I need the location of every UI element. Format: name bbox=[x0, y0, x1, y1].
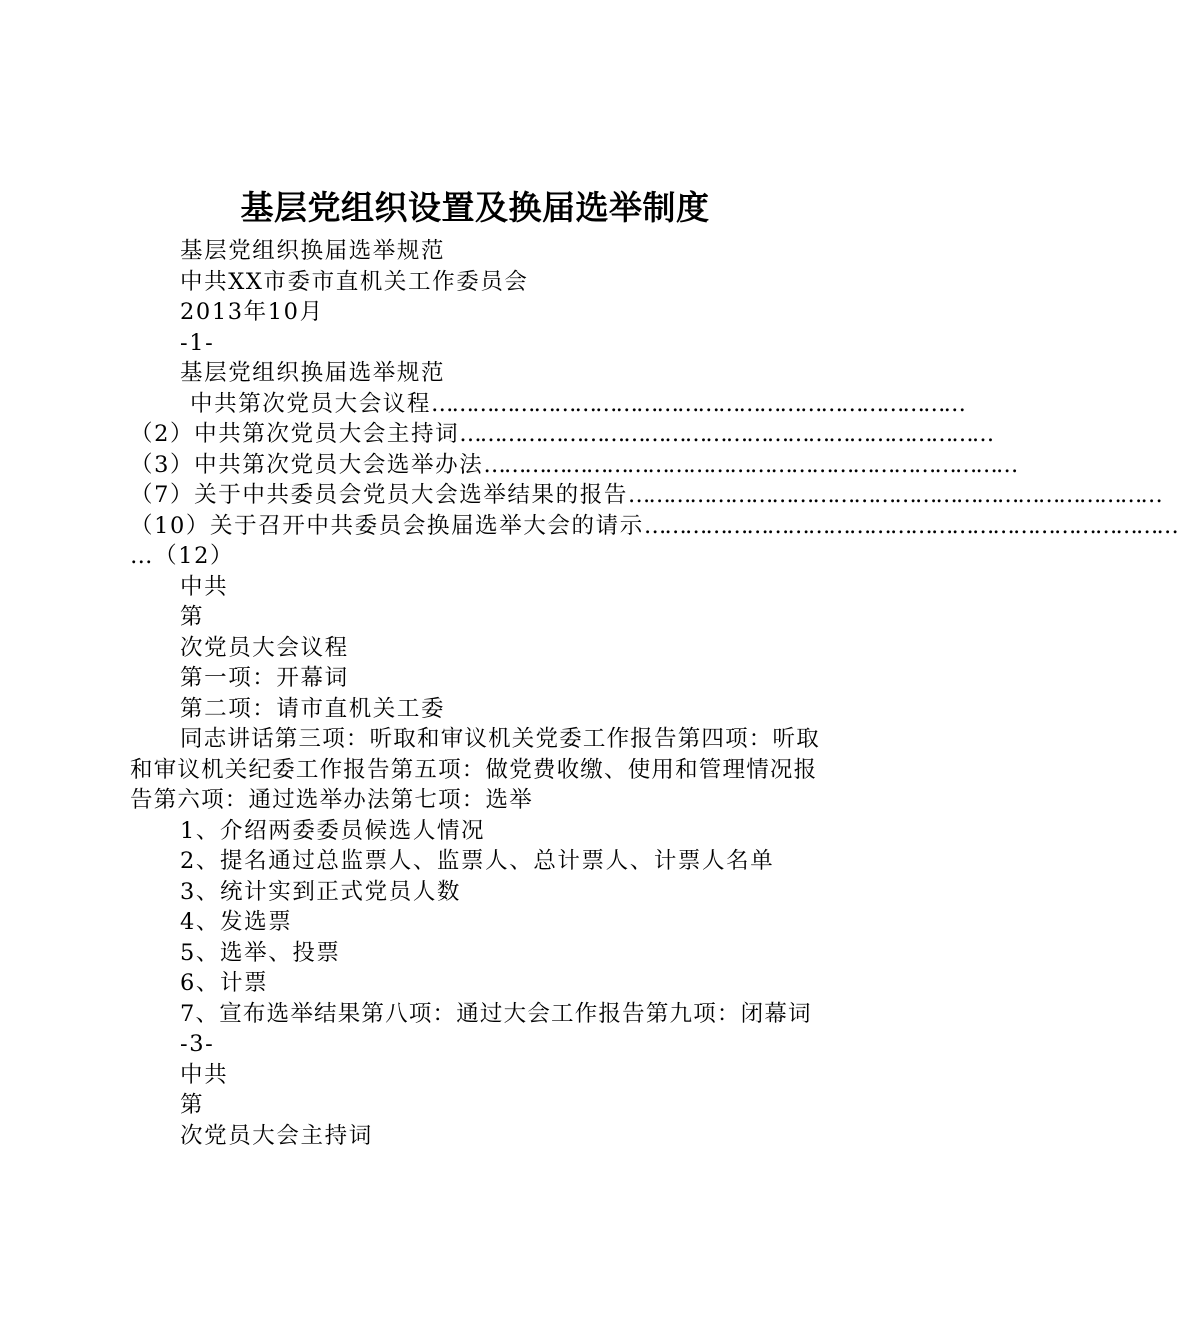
toc-entry bbox=[130, 480, 1161, 511]
toc-entry bbox=[130, 389, 965, 420]
election-step: 4、发选票 bbox=[180, 909, 293, 935]
toc-entry-leader: …………………………………………………………………… bbox=[431, 390, 965, 417]
toc-entry-text: （7）关于中共委员会党员大会选举结果的报告 bbox=[130, 482, 628, 508]
subtitle: 基层党组织换届选举规范 bbox=[180, 238, 446, 264]
section-heading: 次党员大会主持词 bbox=[180, 1122, 373, 1149]
section-heading: 基层党组织换届选举规范 bbox=[180, 360, 446, 386]
toc-entry-text: 中共第次党员大会议程 bbox=[190, 390, 432, 417]
issue-date: 2013年10月 bbox=[180, 299, 324, 325]
election-step: 6、计票 bbox=[180, 970, 269, 996]
toc-entry-leader: …………………………………………………………………… bbox=[483, 451, 1017, 478]
section-line: 中共 bbox=[180, 1061, 229, 1088]
page-number: -1- bbox=[180, 329, 215, 356]
election-step: 7、宣布选举结果第八项：通过大会工作报告第九项：闭幕词 bbox=[180, 1000, 812, 1027]
election-step: 5、选举、投票 bbox=[180, 939, 341, 966]
election-step: 2、提名通过总监票人、监票人、总计票人、计票人名单 bbox=[180, 848, 775, 874]
toc-entry-text: （2）中共第次党员大会主持词 bbox=[130, 421, 460, 447]
agenda-heading: 次党员大会议程 bbox=[180, 634, 349, 661]
toc-entry bbox=[130, 450, 1017, 481]
agenda-item: 第一项：开幕词 bbox=[180, 665, 349, 691]
toc-entry bbox=[130, 419, 993, 450]
agenda-item: 第二项：请市直机关工委 bbox=[180, 695, 446, 722]
agenda-line: 第 bbox=[180, 604, 205, 630]
agenda-line: 中共 bbox=[180, 573, 229, 600]
document-body bbox=[130, 236, 1177, 1151]
toc-entry-leader: …………………………………………………………………… bbox=[643, 512, 1177, 539]
toc-entry-text: （10）关于召开中共委员会换届选举大会的请示 bbox=[130, 512, 644, 539]
election-step: 1、介绍两委委员候选人情况 bbox=[180, 817, 486, 844]
section-line: 第 bbox=[180, 1092, 205, 1118]
agenda-paragraph: 同志讲话第三项：听取和审议机关党委工作报告第四项：听取和审议机关纪委工作报告第五项：做党费收缴、使用和管理情况报告第六项：通过选举办法第七项：选举 bbox=[130, 726, 820, 813]
page-number: -3- bbox=[180, 1031, 215, 1057]
toc-entry-leader: …………………………………………………………………… bbox=[459, 421, 993, 447]
toc-tail: …（12） bbox=[130, 543, 235, 569]
election-step: 3、统计实到正式党员人数 bbox=[180, 878, 462, 905]
toc-entry-text: （3）中共第次党员大会选举办法 bbox=[130, 451, 484, 478]
document-title: 基层党组织设置及换届选举制度 bbox=[240, 188, 710, 227]
toc-entry bbox=[130, 511, 1177, 542]
issuer: 中共XX市委市直机关工作委员会 bbox=[180, 268, 529, 295]
toc-entry-leader: …………………………………………………………………… bbox=[627, 482, 1161, 508]
